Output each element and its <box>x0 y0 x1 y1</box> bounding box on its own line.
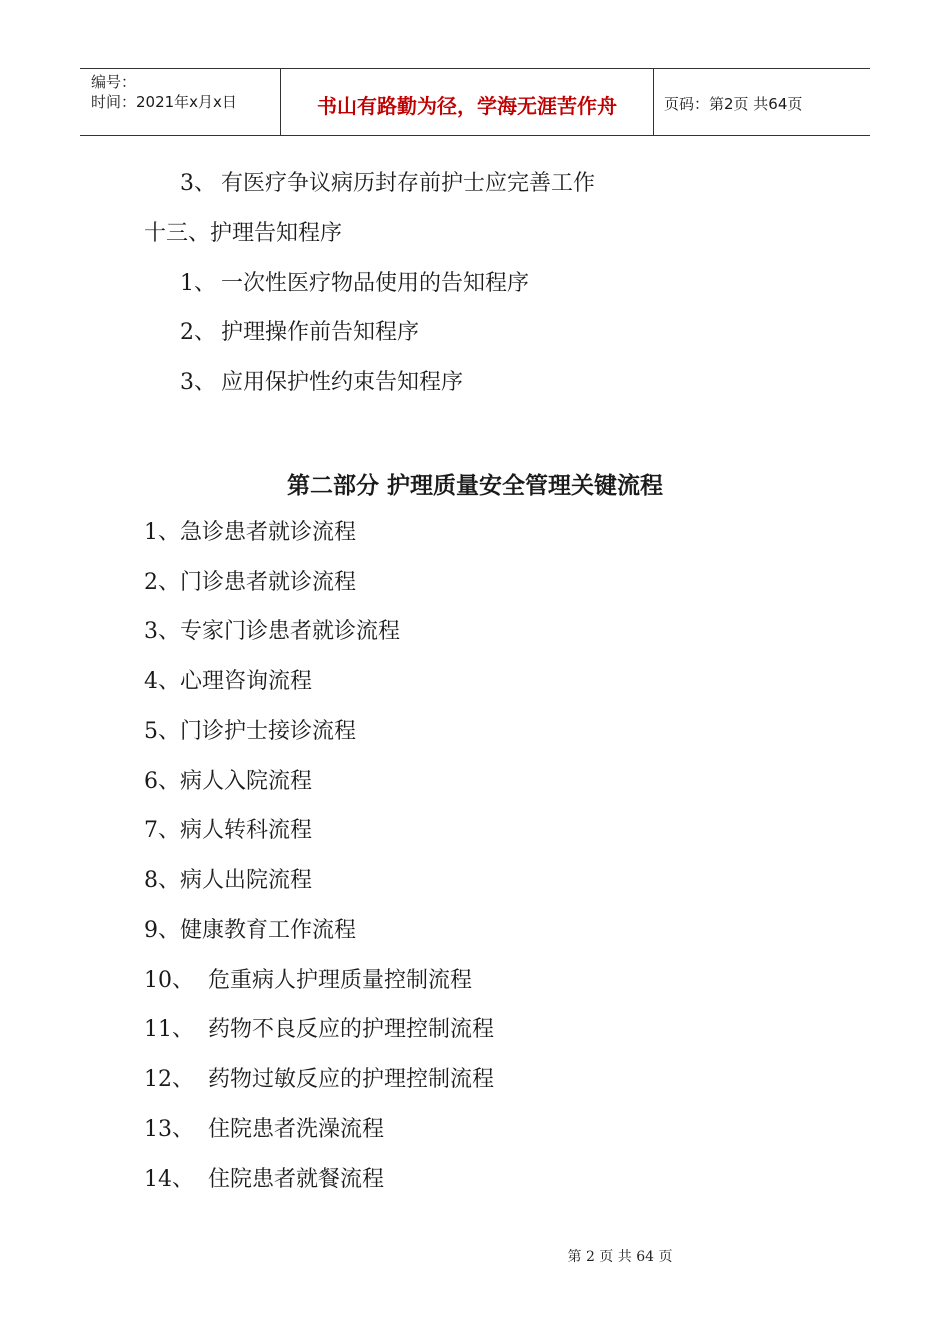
item-text: 急诊患者就诊流程 <box>180 520 357 545</box>
part-title: 第二部分 护理质量安全管理关键流程 <box>286 473 663 499</box>
serial-label: 编号： <box>91 73 137 91</box>
flow-item <box>144 1015 494 1045</box>
item-number: 12、 <box>144 1067 194 1092</box>
item-number: 11、 <box>144 1017 194 1042</box>
flow-item <box>144 767 312 797</box>
flow-item <box>144 568 356 598</box>
item-number: 8、 <box>144 868 180 893</box>
footer-page-number: 第 2 页 共 64 页 <box>567 1249 673 1265</box>
flow-item <box>144 1065 494 1095</box>
item-number: 2、 <box>180 320 216 345</box>
item-text: 住院患者洗澡流程 <box>208 1117 385 1142</box>
item-text: 心理咨询流程 <box>180 669 313 694</box>
item-text: 护理操作前告知程序 <box>221 320 420 345</box>
page-footer <box>0 1246 950 1266</box>
item-number: 5、 <box>144 719 180 744</box>
flow-item <box>144 667 312 697</box>
flow-item <box>144 916 356 946</box>
item-number: 3、 <box>180 370 216 395</box>
item-text: 专家门诊患者就诊流程 <box>180 619 401 644</box>
header-page-info: 页码：第2页 共64页 <box>664 94 803 113</box>
item-number: 10、 <box>144 968 194 993</box>
flow-item <box>144 518 356 548</box>
flow-item <box>144 717 356 747</box>
item-text: 住院患者就餐流程 <box>208 1167 385 1192</box>
item-number: 6、 <box>144 769 180 794</box>
header-meta <box>80 69 281 135</box>
item-text: 应用保护性约束告知程序 <box>221 370 464 395</box>
item-text: 有医疗争议病历封存前护士应完善工作 <box>221 171 596 196</box>
item-number: 7、 <box>144 818 180 843</box>
list-item <box>180 318 419 348</box>
item-number: 1、 <box>144 520 180 545</box>
item-text: 健康教育工作流程 <box>180 918 357 943</box>
item-number: 14、 <box>144 1167 194 1192</box>
flow-item <box>144 1115 384 1145</box>
item-text: 门诊护士接诊流程 <box>180 719 357 744</box>
item-number: 3、 <box>144 619 180 644</box>
item-number: 1、 <box>180 271 216 296</box>
item-number: 2、 <box>144 570 180 595</box>
item-number: 13、 <box>144 1117 194 1142</box>
item-text: 病人入院流程 <box>180 769 313 794</box>
item-text: 病人转科流程 <box>180 818 313 843</box>
list-item <box>180 269 529 299</box>
item-text: 病人出院流程 <box>180 868 313 893</box>
list-item <box>180 169 595 199</box>
item-number: 4、 <box>144 669 180 694</box>
list-item <box>180 368 463 398</box>
flow-item <box>144 617 400 647</box>
flow-item <box>144 966 472 996</box>
item-text: 门诊患者就诊流程 <box>180 570 357 595</box>
item-number: 9、 <box>144 918 180 943</box>
flow-item <box>144 866 312 896</box>
flow-item <box>144 1165 384 1195</box>
header-motto: 书山有路勤为径，学海无涯苦作舟 <box>281 69 654 135</box>
item-number: 3、 <box>180 171 216 196</box>
item-text: 药物不良反应的护理控制流程 <box>208 1017 495 1042</box>
flow-item <box>144 816 312 846</box>
time-label: 时间：2021年x月x日 <box>91 93 237 111</box>
page-header <box>80 68 870 136</box>
item-text: 一次性医疗物品使用的告知程序 <box>221 271 530 296</box>
item-text: 药物过敏反应的护理控制流程 <box>208 1067 495 1092</box>
item-text: 危重病人护理质量控制流程 <box>208 968 473 993</box>
section-heading: 十三、护理告知程序 <box>144 221 343 246</box>
